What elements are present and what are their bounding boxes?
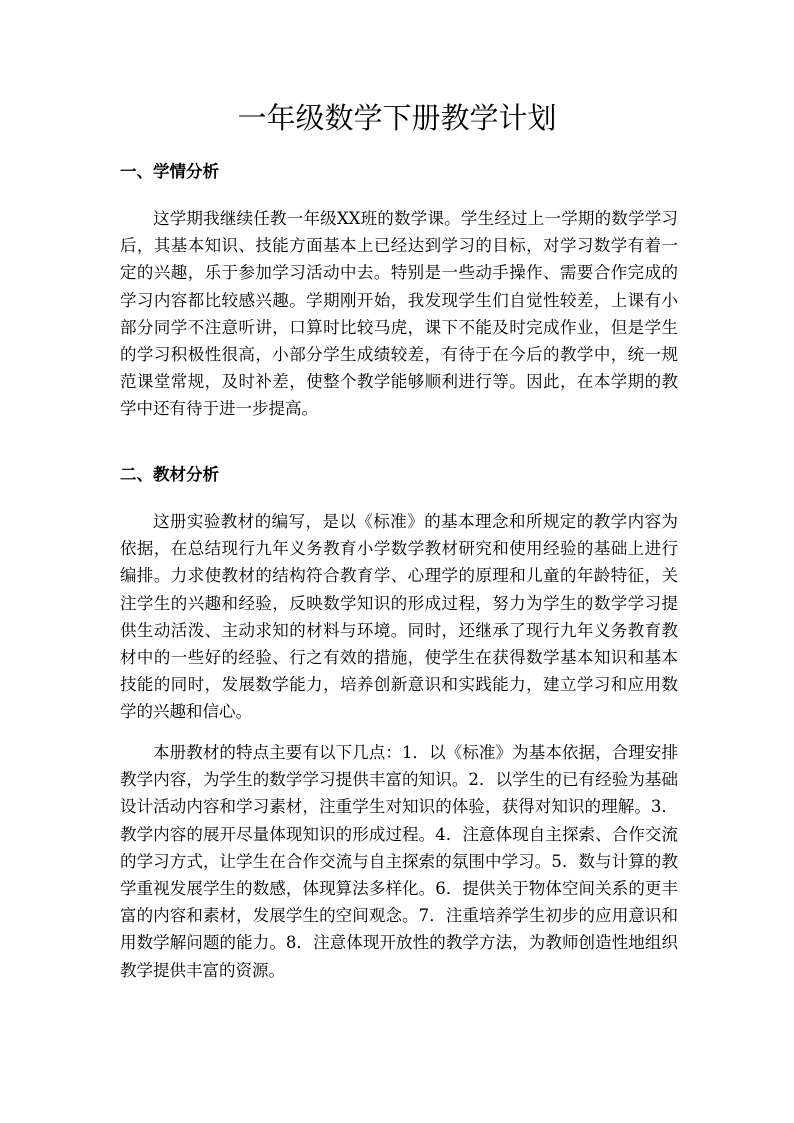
section-heading-textbook-analysis: 二、教材分析 <box>120 465 219 484</box>
paragraph-student-analysis: 这学期我继续任教一年级XX班的数学课。学生经过上一学期的数学学习后，其基本知识、技能方面基本上已经达到学习的目标，对学习数学有着一定的兴趣，乐于参加学习活动中去。特别是一些动手操作、需要合作完成的学习内容都比较感兴趣。学期刚开始，我发现学生们自觉性较差，上课有小部分同学不注意听讲，口算时比较马虎，课下不能及时完成作业，但是学生的学习积极性很高，小部分学生成绩较差，有待于在今后的教学中，统一规范课堂常规，及时补差，使整个教学能够顺利进行等。因此，在本学期的教学中还有待于进一步提高。 <box>120 209 678 419</box>
document-title: 一年级数学下册教学计划 <box>237 101 557 135</box>
paragraph-textbook-analysis: 这册实验教材的编写，是以《标准》的基本理念和所规定的教学内容为依据，在总结现行九年义务教育小学数学教材研究和使用经验的基础上进行编排。力求使教材的结构符合教育学、心理学的原理和儿童的年龄特征，关注学生的兴趣和经验，反映数学知识的形成过程，努力为学生的数学学习提供生动活泼、主动求知的材料与环境。同时，还继承了现行九年义务教育教材中的一些好的经验、行之有效的措施，使学生在获得数学基本知识和基本技能的同时，发展数学能力，培养创新意识和实践能力，建立学习和应用数学的兴趣和信心。 <box>120 512 678 722</box>
section-heading-student-analysis: 一、学情分析 <box>120 162 219 181</box>
paragraph-textbook-features: 本册教材的特点主要有以下几点：1．以《标准》为基本依据，合理安排教学内容，为学生的数学学习提供丰富的知识。2．以学生的已有经验为基础设计活动内容和学习素材，注重学生对知识的体验，获得对知识的理解。3．教学内容的展开尽量体现知识的形成过程。4．注意体现自主探索、合作交流的学习方式，让学生在合作交流与自主探索的氛围中学习。5．数与计算的教学重视发展学生的数感，体现算法多样化。6．提供关于物体空间关系的更丰富的内容和素材，发展学生的空间观念。7．注重培养学生初步的应用意识和用数学解问题的能力。8．注意体现开放性的教学方法，为教师创造性地组织教学提供丰富的资源。 <box>120 743 678 980</box>
